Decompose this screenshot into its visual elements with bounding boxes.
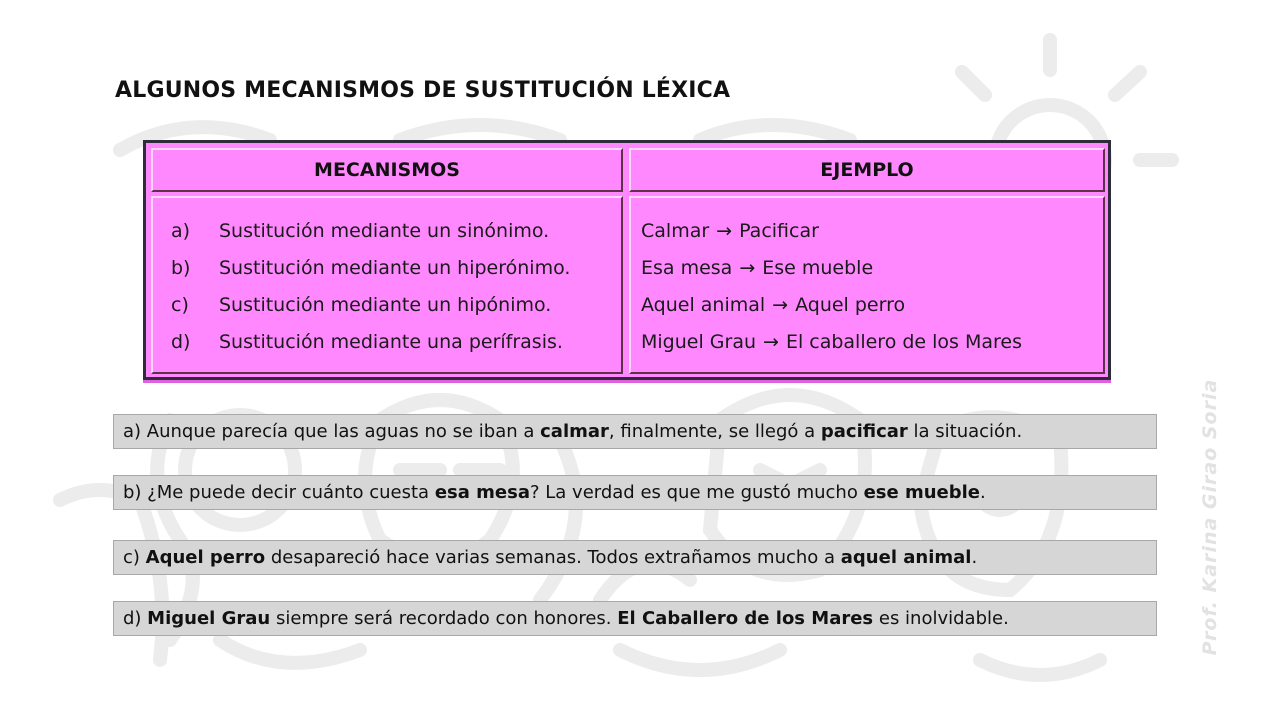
example-to: El caballero de los Mares (785, 331, 1023, 353)
mechanism-row (171, 213, 570, 250)
mechanism-letter: c) (171, 294, 189, 316)
example-row (641, 287, 1022, 324)
mechanisms-table (143, 140, 1111, 380)
mechanism-letter: a) (171, 220, 191, 242)
header-example: EJEMPLO (820, 159, 914, 181)
sentence-text: , finalmente, se llegó a (608, 421, 821, 442)
example-to: Aquel perro (795, 294, 906, 316)
header-mechanisms: MECANISMOS (314, 159, 460, 181)
highlighted-term: pacificar (820, 421, 908, 442)
examples-column (629, 196, 1105, 374)
mechanisms-column (151, 196, 623, 374)
highlighted-term: Miguel Grau (147, 608, 271, 629)
highlighted-term: El Caballero de los Mares (617, 608, 874, 629)
mechanism-letter: b) (171, 257, 191, 279)
example-sentence-b (113, 475, 1157, 510)
author-watermark: Prof. Karina Girao Soria (1199, 378, 1221, 656)
highlighted-term: esa mesa (434, 482, 530, 503)
sentence-text: c) (123, 547, 146, 568)
right-arrow-icon: → (772, 294, 789, 316)
sentence-text: ? La verdad es que me gustó mucho (529, 482, 864, 503)
highlighted-term: ese mueble (863, 482, 981, 503)
mechanism-letter: d) (171, 331, 191, 353)
mechanism-text: Sustitución mediante un hipónimo. (219, 294, 552, 316)
sentence-text: desapareció hace varias semanas. Todos extrañamos mucho a (265, 547, 841, 568)
mechanism-row (171, 324, 570, 361)
mechanism-text: Sustitución mediante un sinónimo. (219, 220, 550, 242)
example-from: Calmar (641, 220, 710, 242)
example-sentence-a (113, 414, 1157, 449)
mechanism-text: Sustitución mediante una perífrasis. (219, 331, 563, 353)
right-arrow-icon: → (763, 331, 779, 353)
header-cell-example (629, 148, 1105, 192)
example-row (641, 213, 1022, 250)
header-cell-mechanisms (151, 148, 623, 192)
page-title: ALGUNOS MECANISMOS DE SUSTITUCIÓN LÉXICA (115, 78, 731, 103)
mechanism-row (171, 287, 570, 324)
highlighted-term: aquel animal (840, 547, 972, 568)
example-to: Ese mueble (762, 257, 874, 279)
highlighted-term: calmar (540, 421, 609, 442)
sentence-text: la situación. (907, 421, 1023, 442)
example-from: Miguel Grau (641, 331, 757, 353)
example-to: Pacificar (739, 220, 819, 242)
example-row (641, 324, 1022, 361)
right-arrow-icon: → (739, 257, 756, 279)
sentence-text: es inolvidable. (873, 608, 1009, 629)
example-from: Aquel animal (641, 294, 766, 316)
sentence-text: . (971, 547, 978, 568)
mechanism-row (171, 250, 570, 287)
example-sentence-d (113, 601, 1157, 636)
sentence-text: b) ¿Me puede decir cuánto cuesta (123, 482, 435, 503)
sentence-text: d) (123, 608, 148, 629)
mechanism-text: Sustitución mediante un hiperónimo. (219, 257, 571, 279)
highlighted-term: Aquel perro (145, 547, 266, 568)
sentence-text: a) Aunque parecía que las aguas no se iban a (123, 421, 541, 442)
example-row (641, 250, 1022, 287)
sentence-text: siempre será recordado con honores. (270, 608, 618, 629)
example-sentence-c (113, 540, 1157, 575)
right-arrow-icon: → (716, 220, 733, 242)
example-from: Esa mesa (641, 257, 733, 279)
sentence-text: . (980, 482, 986, 503)
